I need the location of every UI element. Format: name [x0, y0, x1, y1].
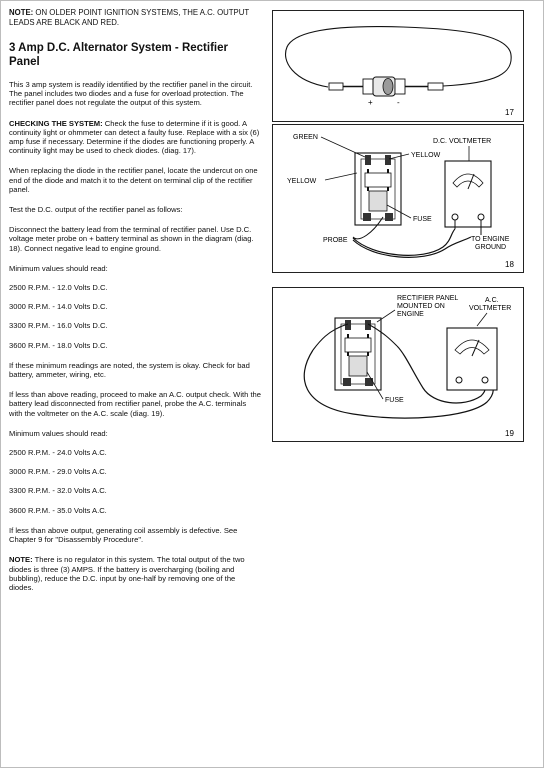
diode-terminal-right — [385, 155, 391, 165]
minus-sign: - — [397, 98, 400, 107]
system-ok-paragraph: If these minimum readings are noted, the system is okay. Check for bad battery, ammeter, wiring, etc. — [9, 360, 250, 380]
label-fuse: FUSE — [413, 216, 432, 223]
minimum-values-label-ac: Minimum values should read: — [9, 428, 108, 438]
fuse-cap-left — [363, 79, 373, 94]
ac-reading-3600: 3600 R.P.M. - 35.0 Volts A.C. — [9, 505, 107, 515]
dc-reading-3600: 3600 R.P.M. - 18.0 Volts D.C. — [9, 340, 108, 350]
label-engine-ground-2: GROUND — [475, 244, 507, 251]
section-heading: 3 Amp D.C. Alternator System - Rectifier Panel — [9, 42, 228, 68]
ac-output-test-diagram — [273, 288, 523, 441]
label-rectifier-1: RECTIFIER PANEL — [397, 295, 459, 302]
label-ac-2: VOLTMETER — [469, 305, 512, 312]
checking-lead: CHECKING THE SYSTEM: — [9, 118, 103, 128]
intro-paragraph: This 3 amp system is readily identified by the rectifier panel in the circuit. The panel includes two diodes and a fuse for overload protection. The rectifier panel does not regulate the output of this system. — [9, 80, 253, 108]
ac-voltmeter — [447, 328, 497, 390]
right-connector — [428, 83, 443, 90]
label-ac-1: A.C. — [485, 297, 499, 304]
fuse-cap-right — [395, 79, 405, 94]
test-paragraph: Test the D.C. output of the rectifier panel as follows: — [9, 205, 183, 215]
ac-reading-3000: 3000 R.P.M. - 29.0 Volts A.C. — [9, 467, 107, 477]
checking-paragraph — [9, 119, 261, 156]
label-yellow-right: YELLOW — [411, 152, 441, 159]
label-dc-voltmeter: D.C. VOLTMETER — [433, 138, 492, 145]
dc-output-test-diagram — [273, 125, 523, 272]
note-label: NOTE: — [9, 8, 34, 17]
checking-text: Check the fuse to determine if it is good. A continuity light or ohmmeter can detect a faulty fuse. Replace with a six (6) amp fuse if necessary. Determine if the diodes are functioning properly. A continuity light may be used to check diodes. (diag. 17). — [9, 118, 260, 156]
text-column — [9, 8, 261, 592]
top-note — [9, 8, 261, 28]
regulator-note — [9, 555, 261, 592]
figure-19 — [272, 287, 524, 442]
dc-reading-3300: 3300 R.P.M. - 16.0 Volts D.C. — [9, 321, 108, 331]
fuse-clip — [369, 191, 387, 211]
left-connector — [329, 83, 343, 90]
label-green: GREEN — [293, 134, 318, 141]
fuse-clip-2 — [349, 356, 367, 376]
minimum-values-label-dc: Minimum values should read: — [9, 263, 108, 273]
label-rectifier-2: MOUNTED ON — [397, 303, 445, 310]
label-engine-ground-1: TO ENGINE — [471, 236, 510, 243]
figure-17 — [272, 10, 524, 122]
note-text: ON OLDER POINT IGNITION SYSTEMS, THE A.C. OUTPUT LEADS ARE BLACK AND RED. — [9, 8, 250, 27]
figure-18 — [272, 124, 524, 273]
label-rectifier-3: ENGINE — [397, 311, 424, 318]
dc-reading-2500: 2500 R.P.M. - 12.0 Volts D.C. — [9, 283, 108, 293]
ac-check-paragraph: If less than above reading, proceed to make an A.C. output check. With the battery lead disconnected from rectifier panel, probe the A.C. terminals with the voltmeter on the A.C. scale (diag. 19). — [9, 390, 262, 418]
plus-sign: + — [368, 98, 373, 107]
fuse-holder-diagram — [273, 11, 523, 121]
replace-diode-paragraph: When replacing the diode in the rectifier panel, locate the undercut on one end of the diode and match it to the detent on terminal clip of the rectifier panel. — [9, 166, 258, 194]
ac-reading-2500: 2500 R.P.M. - 24.0 Volts A.C. — [9, 448, 107, 458]
dc-reading-3000: 3000 R.P.M. - 14.0 Volts D.C. — [9, 302, 108, 312]
defective-paragraph: If less than above output, generating coil assembly is defective. See Chapter 9 for "Disassembly Procedure". — [9, 525, 238, 545]
note2-text: There is no regulator in this system. The total output of the two diodes is three (3) AMPS. If the battery is overcharging (boiling and bubbling), reduce the D.C. input by one-half by removing one of the diodes. — [9, 555, 245, 592]
label-yellow-left: YELLOW — [287, 178, 317, 185]
figure-number-17: 17 — [505, 108, 514, 117]
label-fuse-2: FUSE — [385, 397, 404, 404]
label-probe: PROBE — [323, 237, 348, 244]
figure-number-19: 19 — [505, 429, 514, 438]
diode-terminal-left — [365, 155, 371, 165]
ac-reading-3300: 3300 R.P.M. - 32.0 Volts A.C. — [9, 486, 107, 496]
figure-number-18: 18 — [505, 260, 514, 269]
note2-label: NOTE: — [9, 555, 33, 565]
disconnect-paragraph: Disconnect the battery lead from the terminal of rectifier panel. Use D.C. voltage meter probe on + battery terminal as shown in the diagram (diag. 18). Connect negative lead to engine ground. — [9, 225, 254, 253]
